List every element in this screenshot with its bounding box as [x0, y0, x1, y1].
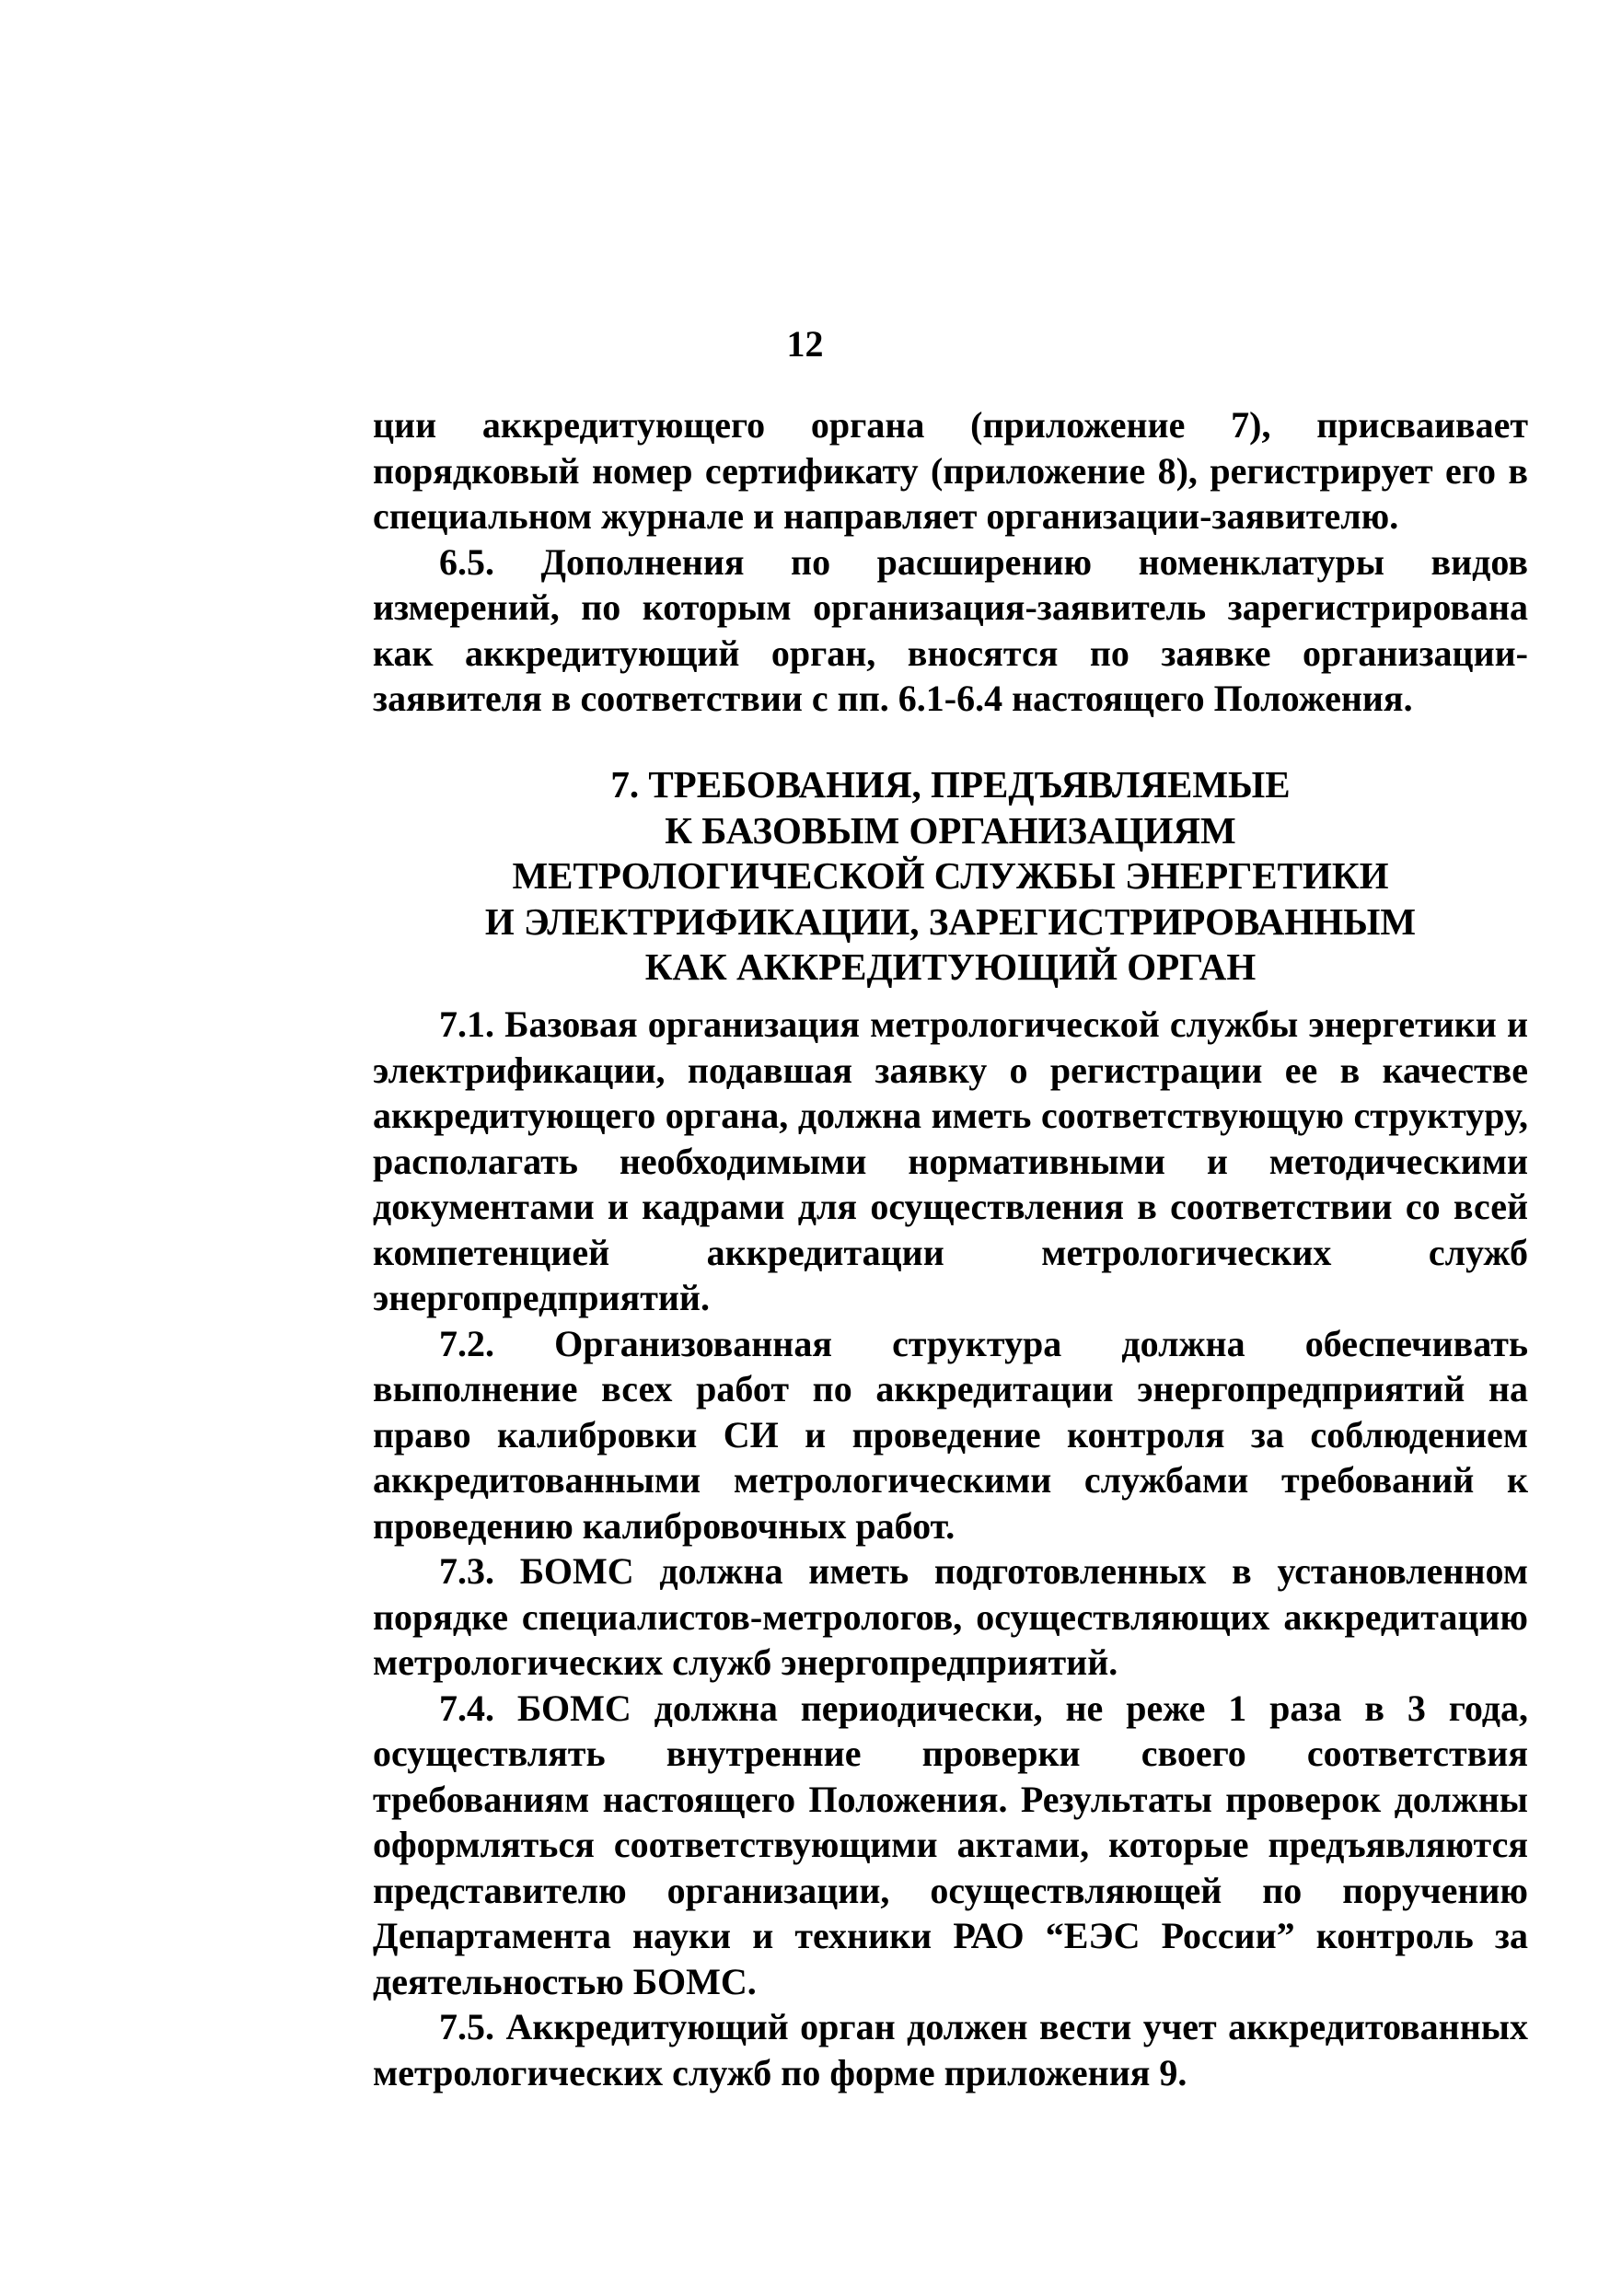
- heading-line: 7. ТРЕБОВАНИЯ, ПРЕДЪЯВЛЯЕМЫЕ: [610, 763, 1291, 806]
- section-7-heading: [373, 762, 1528, 991]
- heading-line: К БАЗОВЫМ ОРГАНИЗАЦИЯМ: [665, 808, 1236, 852]
- page-number: 12: [786, 323, 824, 365]
- continuation-paragraph: ции аккредитующего органа (приложение 7), присваивает порядковый номер сертификату (приложение 8), регистрирует его в специальном журнале и направляет организации-заявителю.: [373, 404, 1528, 537]
- paragraph-7-2: 7.2. Организованная структура должна обеспечивать выполнение всех работ по аккредитации энергопредприятий на право калибровки СИ и проведение контроля за соблюдением аккредитованными метрологическими службами требований к проведению калибровочных работ.: [373, 1322, 1528, 1547]
- section-7-body: [373, 1002, 1528, 2095]
- heading-line: КАК АККРЕДИТУЮЩИЙ ОРГАН: [644, 945, 1257, 988]
- paragraph-7-4: 7.4. БОМС должна периодически, не реже 1 раза в 3 года, осуществлять внутренние проверки своего соответствия требованиям настоящего Положения. Результаты проверок должны оформляться соответствующими актами, которые предъявляются представителю организации, осуществляющей по поручению Департамента науки и техники РАО “ЕЭС России” контроль за деятельностью БОМС.: [373, 1687, 1528, 2002]
- paragraph-7-1: 7.1. Базовая организация метрологической службы энергетики и электрификации, подавшая заявку о регистрации ее в качестве аккредитующего органа, должна иметь соответствующую структуру, располагать необходимыми нормативными и методическими документами и кадрами для осуществления в соответствии со всей компетенцией аккредитации метрологических служб энергопредприятий.: [373, 1003, 1528, 1318]
- heading-line: И ЭЛЕКТРИФИКАЦИИ, ЗАРЕГИСТРИРОВАННЫМ: [484, 899, 1417, 943]
- paragraph-6-5: 6.5. Дополнения по расширению номенклатуры видов измерений, по которым организация-заявитель зарегистрирована как аккредитующий орган, вносятся по заявке организации-заявителя в соответствии с пп. 6.1-6.4 настоящего Положения.: [373, 540, 1528, 719]
- paragraph-7-5: 7.5. Аккредитующий орган должен вести учет аккредитованных метрологических служб по форме приложения 9.: [373, 2006, 1528, 2093]
- paragraph-7-3: 7.3. БОМС должна иметь подготовленных в установленном порядке специалистов-метрологов, осуществляющих аккредитацию метрологических служб энергопредприятий.: [373, 1550, 1528, 1683]
- top-text-block: [373, 402, 1528, 722]
- heading-line: МЕТРОЛОГИЧЕСКОЙ СЛУЖБЫ ЭНЕРГЕТИКИ: [512, 854, 1389, 897]
